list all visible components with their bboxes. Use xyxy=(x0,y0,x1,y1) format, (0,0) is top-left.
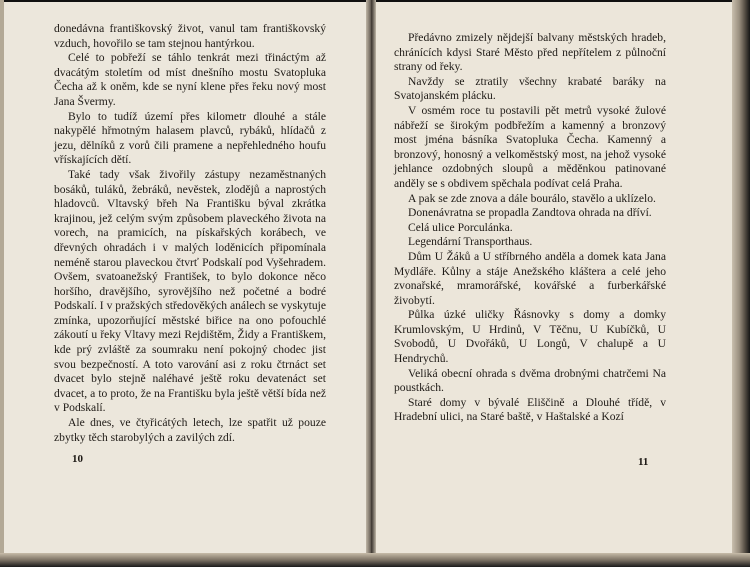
paragraph: V osmém roce tu postavili pět metrů vysoké žulové nábřeží se širokým podbřežím a kamenný a bronzový most jména básníka Svatopluka Čecha. Kamenný a bronzový, honosný a velkoměstský most, na jehož vysoké jehlance ozdobných sloupů a měděnkou patinované anděly se s obdivem spěchala podívat celá Praha. xyxy=(394,103,666,190)
paragraph: Staré domy v bývalé Eliščině a Dlouhé třídě, v Hradební ulici, na Staré baště, v Haštalské a Kozí xyxy=(394,395,666,424)
book-edge-bottom xyxy=(0,553,750,567)
paragraph: Navždy se ztratily všechny krabaté baráky na Svatojanském plácku. xyxy=(394,74,666,103)
paragraph: Dům U Žáků a U stříbrného anděla a domek kata Jana Mydláře. Kůlny a stáje Anežského kláštera a celé jeho zvonařské, mramorářské, kovářské a furberkářské živobytí. xyxy=(394,249,666,307)
paragraph: Donenávratna se propadla Zandtova ohrada na dříví. xyxy=(408,206,652,220)
paragraph: Veliká obecní ohrada s dvěma drobnými chatrčemi Na poustkách. xyxy=(394,366,666,395)
paragraph: Předávno zmizely nějdejší balvany městských hradeb, chránících kdysi Staré Město před nepřítelem z půlnoční strany od řeky. xyxy=(394,31,666,74)
paragraph: Celé to pobřeží se táhlo tenkrát mezi třináctým až dvacátým stoletím od míst dnešního mostu Svatopluka Čecha až k oněm, kde se nyní klene přes řeku nový most Jana Švermy. xyxy=(54,51,326,108)
right-page-text xyxy=(394,31,666,425)
paragraph: Legendární Transporthaus. xyxy=(408,235,533,249)
paragraph: A pak se zde znova a dále bourálo, stavělo a uklízelo. xyxy=(408,191,656,205)
book-gutter xyxy=(366,0,376,560)
paragraph: Ale dnes, ve čtyřicátých letech, lze spatřit už pouze zbytky těch starobylých a zavilých zdí. xyxy=(54,416,326,444)
left-page xyxy=(4,2,366,555)
right-page xyxy=(376,2,732,555)
paragraph: Celá ulice Porculánka. xyxy=(408,220,513,234)
book-edge-right xyxy=(732,0,750,567)
paragraph: Také tady však živořily zástupy nezaměstnaných bosáků, tuláků, žebráků, nevěstek, zlodějů a naprostých hladovců. Vltavský břeh Na Františku býval zkrátka krajinou, jež celým svým způsobem plaveckého života na vorech, na pramicích, na pískařských korábech, ve dřevných ohradách i v malých loděnicích připomínala neméně starou plaveckou čtvrť Podskalí pod Vyšehradem. Ovšem, svatoanežský František, to bylo dokonce něco horšího, dravějšího, syrovějšího než početné a bodré Podskalí. I v pražských středověkých análech se vyskytuje zmínka, upozorňující městské biřice na ono pofouchlé zákoutí u řeky Vltavy mezi Rejdištěm, Židy a Františkem, kde prý zvláště za soumraku není pokojný chodec jist svou bezpečností. A toto varování asi z roku čtrnáct set dvacet bylo stejně naléhavé ještě roku devatenáct set dvacet, a to proto, že na Františku byla ještě větší bída než v Podskalí. xyxy=(54,167,326,415)
paragraph: donedávna františkovský život, vanul tam františkovský vzduch, hovořilo se tam stejnou hantýrkou. xyxy=(54,22,326,50)
page-number-right: 11 xyxy=(638,456,649,468)
page-number-left: 10 xyxy=(72,453,83,465)
paragraph: Bylo to tudíž území přes kilometr dlouhé a stále nakypělé hřmotným halasem plavců, rybáků, hlídačů z jezu, dělníků z vorů čili pramene a nepřehledného houfu vřískajících dětí. xyxy=(54,109,326,167)
left-page-text xyxy=(54,22,326,445)
paragraph: Půlka úzké uličky Řásnovky s domy a domky Krumlovským, U Hrdinů, V Těčnu, U Kubíčků, U Svobodů, U Dvořáků, U Longů, V chalupě a U Hendrychů. xyxy=(394,308,666,366)
